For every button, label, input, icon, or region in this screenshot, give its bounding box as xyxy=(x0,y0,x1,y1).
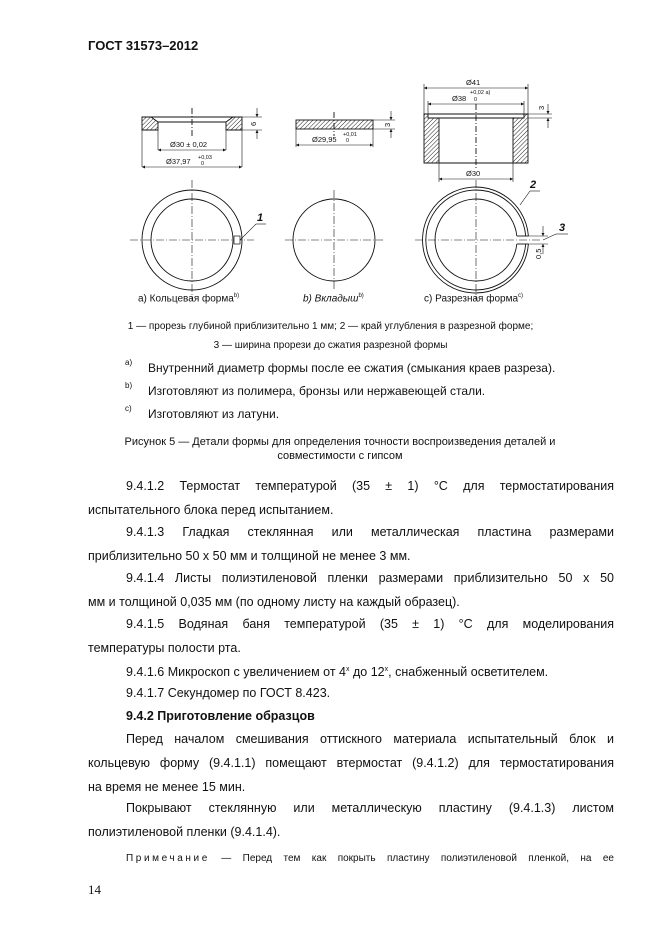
caption-a: а) Кольцевая форма$^{b)}$ xyxy=(138,293,240,305)
dim-split-step: 3 xyxy=(537,105,546,110)
figure-legend-line-2: 3 — ширина прорези до сжатия разрезной формы xyxy=(213,340,448,351)
para-cover-plate: Покрывают стеклянную или металлическую пластину (9.4.1.3) листом полиэтиленовой пленки (9.4.1.4). xyxy=(88,801,614,839)
para-9-4-1-7: 9.4.1.7 Секундомер по ГОСТ 8.423. xyxy=(126,686,331,700)
para-9-4-1-4: 9.4.1.4 Листы полиэтиленовой пленки размерами приблизительно 50 х 50 мм и толщиной 0,035 мм (по одному листу на каждый образец). xyxy=(88,571,614,609)
ring-form-top-view xyxy=(130,180,266,300)
dim-split-inner-tol-up: +0,02 a) xyxy=(470,90,491,96)
dim-split-inner: Ø38 xyxy=(452,94,467,103)
callout-3: 3 xyxy=(559,222,566,234)
dim-insert-tol-up: +0,01 xyxy=(343,132,357,138)
dim-ring-inner: Ø30 ± 0,02 xyxy=(170,140,208,149)
document-header: ГОСТ 31573–2012 xyxy=(88,38,199,53)
para-preparation: Перед началом смешивания оттискного материала испытательный блок и кольцевую форму (9.4.1.1) помещают втермостат (9.4.1.2) для термостатирования на время не менее 15 мин. xyxy=(88,732,614,794)
dim-split-gap: 0,5 xyxy=(534,248,543,259)
figure-legend-line-1: 1 — прорезь глубиной приблизительно 1 мм; 2 — край углубления в разрезной форме; xyxy=(127,321,534,332)
split-form-top-view xyxy=(415,180,568,300)
caption-b: b) Вкладыш$^{b)}$ xyxy=(303,293,364,305)
callout-2: 2 xyxy=(530,179,537,191)
figure-5-drawing xyxy=(0,0,661,315)
para-9-4-1-5: 9.4.1.5 Водяная баня температурой (35 ± 1) °С для моделирования температуры полости рта. xyxy=(88,617,614,655)
dim-ring-height: 6 xyxy=(249,121,258,126)
caption-c: c) Разрезная форма$^{c)}$ xyxy=(424,293,524,305)
dim-insert-tol-lo: 0 xyxy=(346,138,350,144)
dim-split-bore: Ø30 xyxy=(466,169,481,178)
para-9-4-1-2: 9.4.1.2 Термостат температурой (35 ± 1) °С для термостатирования испытательного блока перед испытанием. xyxy=(88,479,614,517)
figure-title: Рисунок 5 — Детали формы для определения точности воспроизведения деталей и совместимости с гипсом xyxy=(124,436,556,462)
dim-split-inner-tol-lo: 0 xyxy=(474,97,478,103)
heading-9-4-2: 9.4.2 Приготовление образцов xyxy=(126,709,315,723)
dim-ring-outer: Ø37,97 xyxy=(166,157,191,166)
dim-insert-dia: Ø29,95 xyxy=(312,135,337,144)
dim-split-outer: Ø41 xyxy=(466,78,481,87)
dim-ring-outer-tol-up: +0,03 xyxy=(198,155,212,161)
note: Примечание — Перед тем как покрыть пластину полиэтиленовой пленкой, на ее xyxy=(126,853,614,864)
split-form-section xyxy=(424,84,552,182)
para-9-4-1-6: 9.4.1.6 Микроскоп с увеличением от $4^х$ до $12^х$, снабженный осветителем. xyxy=(126,665,549,680)
dim-insert-height: 3 xyxy=(383,122,392,127)
para-9-4-1-3: 9.4.1.3 Гладкая стеклянная или металлическая пластина размерами приблизительно 50 х 50 мм и толщиной не менее 3 мм. xyxy=(88,525,614,563)
callout-1: 1 xyxy=(257,212,264,224)
page-number: 14 xyxy=(88,882,101,897)
dim-ring-outer-tol-lo: 0 xyxy=(201,161,205,167)
insert-top-view xyxy=(285,190,383,290)
